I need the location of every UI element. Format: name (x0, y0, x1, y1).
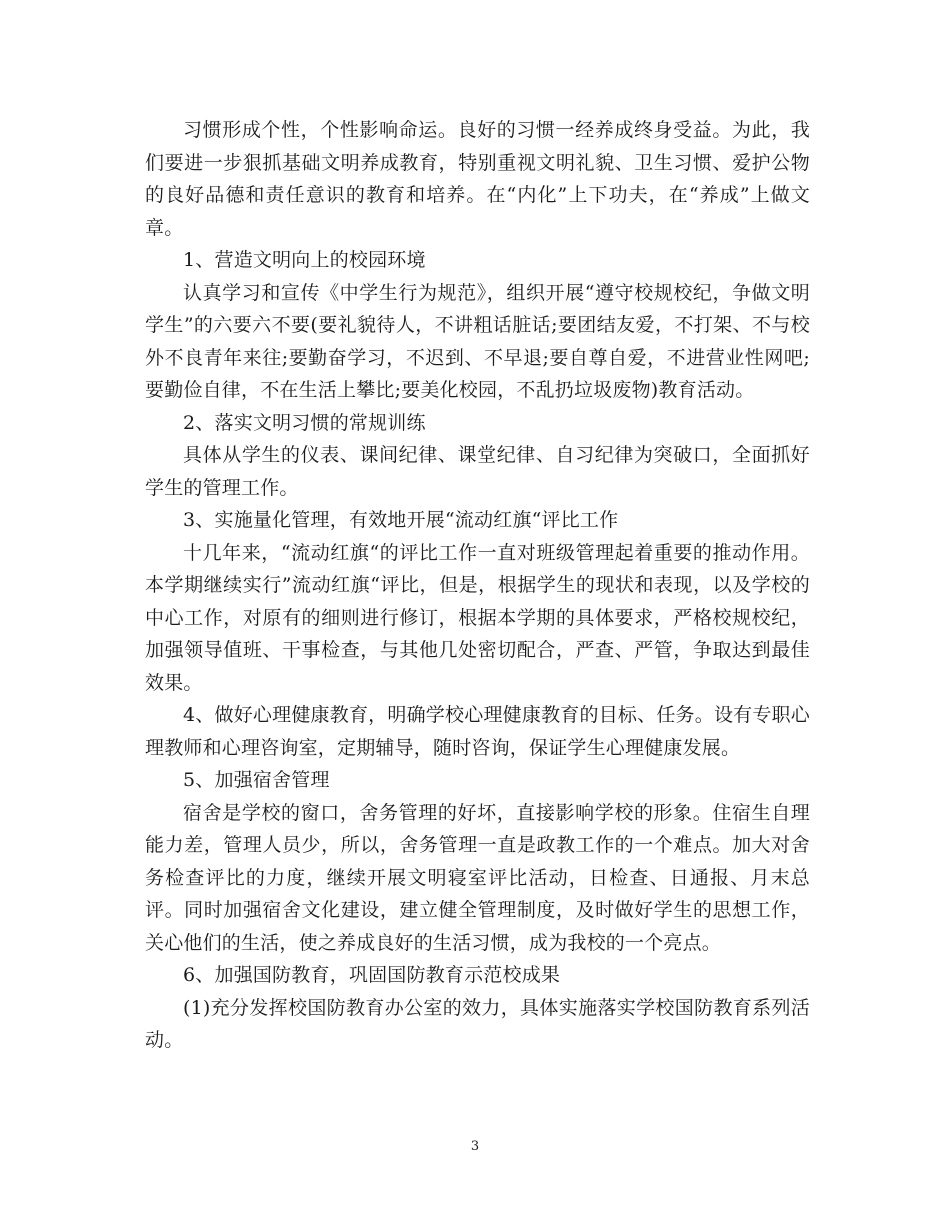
document-body (145, 114, 810, 1057)
heading-campus-environment: 1、营造文明向上的校园环境 (183, 249, 426, 271)
paragraph-national-defense-office: (1)充分发挥校国防教育办公室的效力，具体实施落实学校国防教育系列活动。 (145, 996, 810, 1051)
paragraph-campus-environment: 认真学习和宣传《中学生行为规范》，组织开展“遵守校规校纪，争做文明学生”的六要六不要(要礼貌待人，不讲粗话脏话;要团结友爱，不打架、不与校外不良青年来往;要勤奋学习，不迟到、不早退;要自尊自爱，不进营业性网吧;要勤俭自律，不在生活上攀比;要美化校园，不乱扔垃圾废物)教育活动。 (145, 281, 810, 401)
heading-habit-training: 2、落实文明习惯的常规训练 (183, 411, 426, 434)
paragraph-dormitory-management: 宿舍是学校的窗口，舍务管理的好坏，直接影响学校的形象。住宿生自理能力差，管理人员少，所以，舍务管理一直是政教工作的一个难点。加大对舍务检查评比的力度，继续开展文明寝室评比活动，日检查、日通报、月末总评。同时加强宿舍文化建设，建立健全管理制度，及时做好学生的思想工作，关心他们的生活，使之养成良好的生活习惯，成为我校的一个亮点。 (145, 801, 810, 954)
heading-quantified-management: 3、实施量化管理，有效地开展“流动红旗“评比工作 (183, 509, 619, 531)
paragraph-intro: 习惯形成个性，个性影响命运。良好的习惯一经养成终身受益。为此，我们要进一步狠抓基础文明养成教育，特别重视文明礼貌、卫生习惯、爱护公物的良好品德和责任意识的教育和培养。在“内化”上下功夫，在“养成”上做文章。 (145, 119, 810, 239)
paragraph-quantified-management: 十几年来，“流动红旗“的评比工作一直对班级管理起着重要的推动作用。本学期继续实行”流动红旗“评比，但是，根据学生的现状和表现，以及学校的中心工作，对原有的细则进行修订，根据本学期的具体要求，严格校规校纪，加强领导值班、干事检查，与其他几处密切配合，严查、严管，争取达到最佳效果。 (145, 541, 810, 694)
paragraph-mental-health: 4、做好心理健康教育，明确学校心理健康教育的目标、任务。设有专职心理教师和心理咨询室，定期辅导，随时咨询，保证学生心理健康发展。 (145, 704, 810, 759)
page-number: 3 (470, 1139, 480, 1154)
heading-national-defense: 6、加强国防教育，巩固国防教育示范校成果 (183, 964, 561, 986)
paragraph-habit-training: 具体从学生的仪表、课间纪律、课堂纪律、自习纪律为突破口，全面抓好学生的管理工作。 (145, 444, 810, 499)
heading-dormitory-management: 5、加强宿舍管理 (183, 769, 330, 791)
